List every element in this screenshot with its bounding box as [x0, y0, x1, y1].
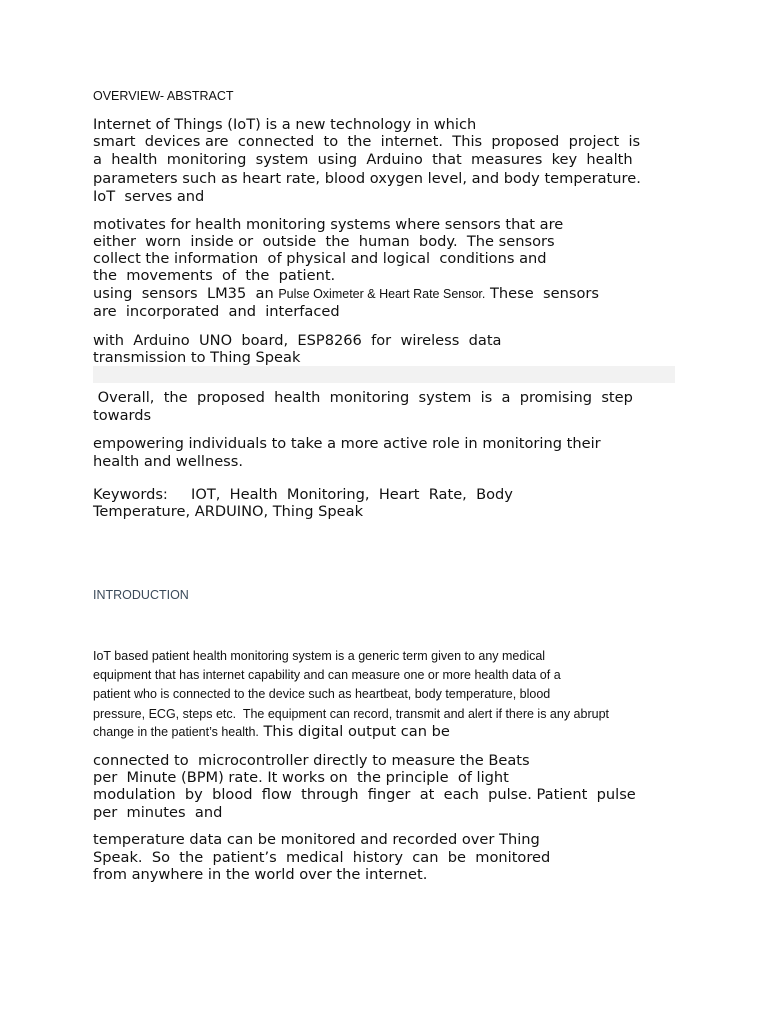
text-line: transmission to Thing Speak	[93, 349, 301, 366]
text-line: empowering individuals to take a more active role in monitoring their	[93, 435, 601, 452]
text-line: equipment that has internet capability and can measure one or more health data of a	[93, 668, 561, 682]
text-line: either worn inside or outside the human body. The sensors	[93, 233, 555, 250]
text-line: are incorporated and interfaced	[93, 303, 340, 320]
text-run: These sensors	[485, 285, 599, 302]
text-run: using sensors LM35 an	[93, 285, 279, 302]
text-line: Internet of Things (IoT) is a new technology in which	[93, 116, 477, 133]
text-run: change in the patient’s health.	[93, 725, 259, 739]
text-line: pressure, ECG, steps etc. The equipment can record, transmit and alert if there is any abrupt	[93, 707, 609, 721]
text-line: smart devices are connected to the internet. This proposed project is	[93, 133, 641, 150]
introduction-heading: INTRODUCTION	[93, 588, 189, 602]
text-run: This digital output can be	[258, 723, 450, 740]
text-line: with Arduino UNO board, ESP8266 for wireless data	[93, 332, 502, 349]
shaded-empty-line	[93, 366, 675, 383]
text-line: Speak. So the patient’s medical history can be monitored	[93, 849, 551, 866]
sensor-name-run: Pulse Oximeter & Heart Rate Sensor.	[278, 287, 486, 301]
text-line: Overall, the proposed health monitoring system is a promising step	[93, 389, 633, 406]
text-line: collect the information of physical and logical conditions and	[93, 250, 547, 267]
text-line: connected to microcontroller directly to measure the Beats	[93, 752, 530, 769]
text-line-sensors	[93, 285, 599, 303]
text-line: health and wellness.	[93, 453, 244, 470]
text-line: Keywords: IOT, Health Monitoring, Heart Rate, Body	[93, 486, 513, 503]
text-line: a health monitoring system using Arduino that measures key health	[93, 151, 633, 168]
text-line-mixed	[93, 723, 450, 741]
text-line: Temperature, ARDUINO, Thing Speak	[93, 503, 364, 520]
text-line: patient who is connected to the device such as heartbeat, body temperature, blood	[93, 687, 551, 701]
text-line: per Minute (BPM) rate. It works on the principle of light	[93, 769, 509, 786]
text-line: from anywhere in the world over the internet.	[93, 866, 428, 883]
text-line: modulation by blood flow through finger at each pulse. Patient pulse	[93, 786, 636, 803]
text-line: parameters such as heart rate, blood oxygen level, and body temperature.	[93, 170, 641, 187]
text-line: the movements of the patient.	[93, 267, 336, 284]
text-line: motivates for health monitoring systems where sensors that are	[93, 216, 564, 233]
abstract-heading: OVERVIEW- ABSTRACT	[93, 89, 234, 103]
text-line: towards	[93, 407, 152, 424]
text-line: per minutes and	[93, 804, 223, 821]
text-line: IoT serves and	[93, 188, 205, 205]
text-line: IoT based patient health monitoring system is a generic term given to any medical	[93, 649, 546, 663]
text-line: temperature data can be monitored and recorded over Thing	[93, 831, 540, 848]
